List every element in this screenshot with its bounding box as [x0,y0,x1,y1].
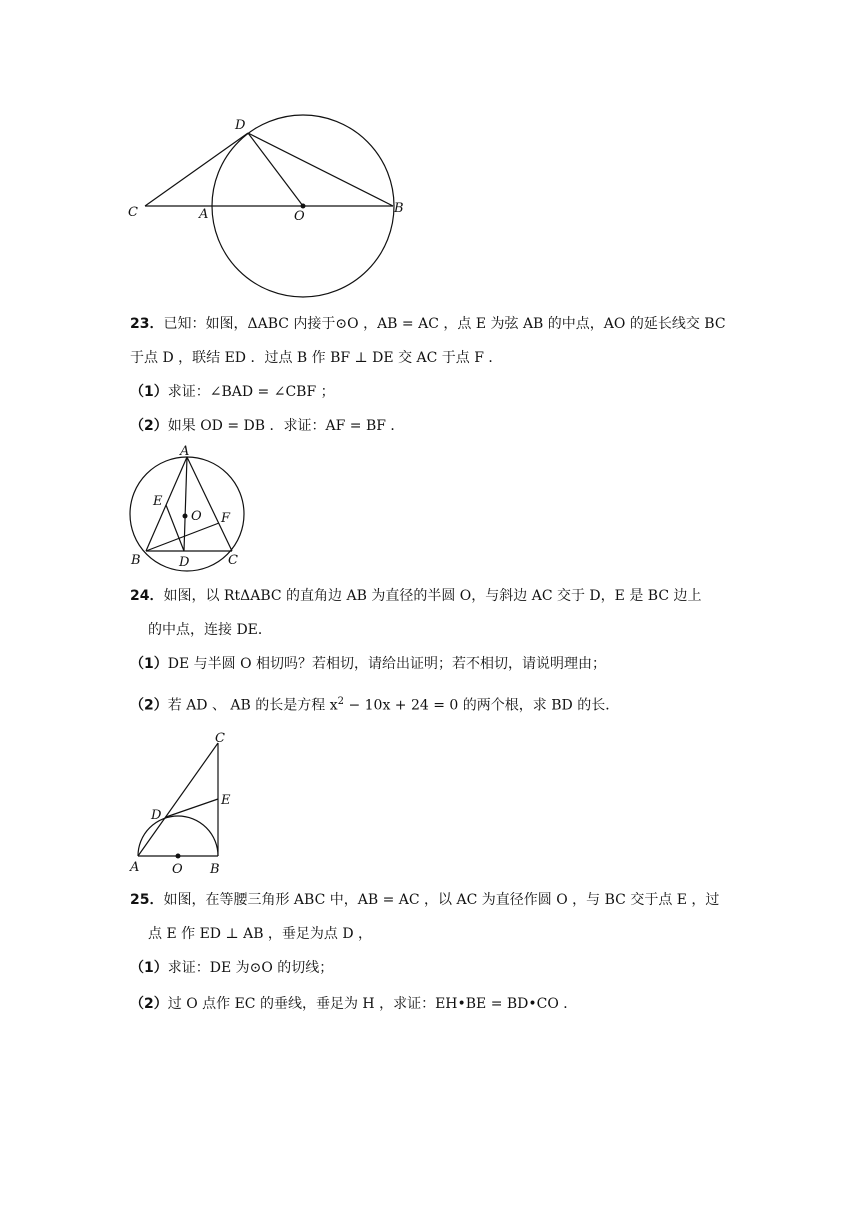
q25-part2 [130,994,770,1014]
line-ac [138,743,218,856]
label-b: B [131,553,141,568]
label-o: O [294,209,305,224]
label-b: B [210,862,220,877]
q23-number: 23． [130,316,164,332]
q24-part2 [130,692,770,716]
line-de [166,799,218,817]
figure-circle-tangent [120,110,420,300]
q25-part2-text: 过 O 点作 EC 的垂线，垂足为 H ，求证：EH•BE = BD•CO ． [167,996,578,1012]
label-a: A [180,444,190,459]
label-a: A [130,860,140,875]
label-d: D [151,808,162,823]
q23-part1-label: （1） [130,384,168,400]
semicircle-o [138,816,218,856]
line-ed [166,505,184,551]
label-a: A [199,207,209,222]
label-c: C [228,553,238,568]
q24-part1 [130,654,770,674]
q24-part2-pre: 若 AD 、 AB 的长是方程 x [167,697,338,714]
q24-text1: 如图，以 RtΔABC 的直角边 AB 为直径的半圆 O，与斜边 AC 交于 D，E 是 BC 边上 [163,588,702,604]
q23-part1 [130,382,770,402]
center-point [301,204,306,209]
line-do [248,133,303,206]
line-cd [145,133,248,206]
q24-part1-text: DE 与半圆 O 相切吗？若相切，请给出证明；若不相切，请说明理由； [167,656,607,672]
q24-part1-label: （1） [130,656,168,672]
label-d: D [179,555,190,570]
q25-part1-text: 求证：DE 为⊙O 的切线； [167,960,334,976]
q23-part2-text: 如果 OD = DB ．求证：AF = BF ． [167,418,405,434]
q24-number: 24． [130,588,164,604]
q25-part1-label: （1） [130,960,168,976]
label-d: D [235,118,246,133]
label-c: C [128,205,138,220]
q24-part2-sup: 2 [337,696,345,707]
q23-text2: 于点 D ，联结 ED ．过点 B 作 BF ⊥ DE 交 AC 于点 F ． [130,350,503,366]
center-point [183,514,188,519]
line-ad [184,457,187,551]
q23-part2-label: （2） [130,418,168,434]
q23-part1-text: 求证：∠BAD = ∠CBF ； [167,384,335,400]
q23-text1: 已知：如图，ΔABC 内接于⊙O ，AB = AC ，点 E 为弦 AB 的中点，AO 的延长线交 BC [163,316,726,332]
q23-line1 [130,314,770,334]
label-b: B [394,201,404,216]
q24-text2: 的中点，连接 DE． [148,622,272,638]
label-o: O [191,509,202,524]
q25-part1 [130,958,770,978]
q24-part2-post: − 10x + 24 = 0 的两个根，求 BD 的长． [344,697,620,714]
line-db [248,133,393,206]
label-e: E [221,793,231,808]
figure-q23 [122,442,262,572]
q24-part2-label: （2） [130,697,168,714]
center-point [176,854,181,859]
label-e: E [153,494,163,509]
q23-line2 [130,348,770,368]
label-o: O [172,862,183,877]
q25-line1 [130,890,770,910]
q25-part2-label: （2） [130,996,168,1012]
q25-text2: 点 E 作 ED ⊥ AB ，垂足为点 D ， [148,926,373,942]
label-f: F [221,511,231,526]
q24-line2 [148,620,788,640]
q23-part2 [130,416,770,436]
figure-q24 [126,728,246,878]
q25-text1: 如图，在等腰三角形 ABC 中，AB = AC ，以 AC 为直径作圆 O ，与 BC 交于点 E ，过 [163,892,720,908]
label-c: C [215,731,225,746]
q24-line1 [130,586,770,606]
q25-number: 25． [130,892,164,908]
q25-line2 [148,924,788,944]
